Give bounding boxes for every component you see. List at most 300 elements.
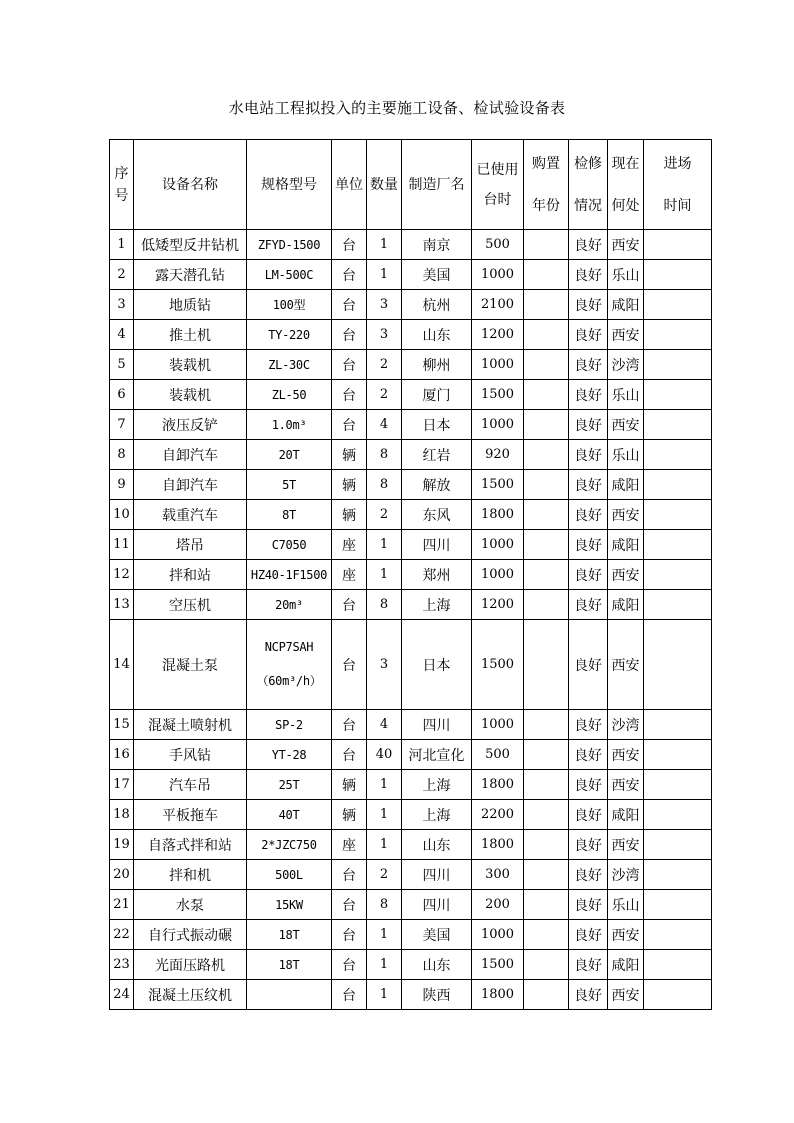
cell-unit: 辆 bbox=[332, 500, 367, 530]
cell-year bbox=[524, 440, 569, 470]
cell-seq: 7 bbox=[110, 410, 134, 440]
cell-maker: 四川 bbox=[402, 890, 472, 920]
cell-seq: 16 bbox=[110, 740, 134, 770]
cell-entry bbox=[644, 950, 712, 980]
cell-name: 装载机 bbox=[134, 380, 247, 410]
cell-repair: 良好 bbox=[569, 860, 608, 890]
cell-entry bbox=[644, 860, 712, 890]
cell-repair: 良好 bbox=[569, 980, 608, 1010]
cell-hours: 1500 bbox=[472, 380, 524, 410]
cell-location: 咸阳 bbox=[608, 470, 644, 500]
cell-year bbox=[524, 320, 569, 350]
cell-entry bbox=[644, 350, 712, 380]
cell-year bbox=[524, 710, 569, 740]
header-repair: 检修 情况 bbox=[569, 140, 608, 230]
cell-unit: 台 bbox=[332, 230, 367, 260]
cell-hours: 1200 bbox=[472, 590, 524, 620]
cell-repair: 良好 bbox=[569, 290, 608, 320]
table-row bbox=[110, 920, 712, 950]
cell-seq: 23 bbox=[110, 950, 134, 980]
cell-entry bbox=[644, 260, 712, 290]
cell-maker: 上海 bbox=[402, 770, 472, 800]
cell-repair: 良好 bbox=[569, 560, 608, 590]
cell-name: 水泵 bbox=[134, 890, 247, 920]
table-row bbox=[110, 410, 712, 440]
cell-location: 西安 bbox=[608, 410, 644, 440]
cell-qty: 1 bbox=[367, 560, 402, 590]
cell-repair: 良好 bbox=[569, 950, 608, 980]
cell-name: 混凝土压纹机 bbox=[134, 980, 247, 1010]
header-row bbox=[110, 140, 712, 230]
cell-unit: 辆 bbox=[332, 800, 367, 830]
cell-year bbox=[524, 860, 569, 890]
cell-qty: 2 bbox=[367, 500, 402, 530]
table-row bbox=[110, 860, 712, 890]
cell-maker: 厦门 bbox=[402, 380, 472, 410]
cell-entry bbox=[644, 500, 712, 530]
cell-repair: 良好 bbox=[569, 920, 608, 950]
cell-spec: 2*JZC750 bbox=[247, 830, 332, 860]
cell-spec: 40T bbox=[247, 800, 332, 830]
cell-hours: 1800 bbox=[472, 830, 524, 860]
cell-location: 西安 bbox=[608, 920, 644, 950]
cell-spec: 8T bbox=[247, 500, 332, 530]
cell-repair: 良好 bbox=[569, 800, 608, 830]
cell-repair: 良好 bbox=[569, 530, 608, 560]
cell-hours: 1000 bbox=[472, 920, 524, 950]
cell-qty: 8 bbox=[367, 470, 402, 500]
cell-entry bbox=[644, 380, 712, 410]
cell-year bbox=[524, 950, 569, 980]
cell-name: 空压机 bbox=[134, 590, 247, 620]
cell-qty: 8 bbox=[367, 890, 402, 920]
table-row bbox=[110, 530, 712, 560]
cell-qty: 3 bbox=[367, 620, 402, 710]
cell-maker: 柳州 bbox=[402, 350, 472, 380]
cell-maker: 陕西 bbox=[402, 980, 472, 1010]
cell-location: 咸阳 bbox=[608, 290, 644, 320]
cell-qty: 1 bbox=[367, 800, 402, 830]
cell-unit: 辆 bbox=[332, 440, 367, 470]
table-row bbox=[110, 380, 712, 410]
table-row bbox=[110, 350, 712, 380]
cell-spec: 1.0m³ bbox=[247, 410, 332, 440]
cell-maker: 郑州 bbox=[402, 560, 472, 590]
cell-qty: 1 bbox=[367, 530, 402, 560]
cell-qty: 1 bbox=[367, 260, 402, 290]
cell-hours: 2200 bbox=[472, 800, 524, 830]
cell-hours: 1000 bbox=[472, 560, 524, 590]
cell-maker: 山东 bbox=[402, 320, 472, 350]
cell-maker: 日本 bbox=[402, 410, 472, 440]
cell-name: 塔吊 bbox=[134, 530, 247, 560]
cell-maker: 山东 bbox=[402, 830, 472, 860]
cell-location: 咸阳 bbox=[608, 800, 644, 830]
cell-year bbox=[524, 410, 569, 440]
cell-year bbox=[524, 500, 569, 530]
cell-maker: 河北宣化 bbox=[402, 740, 472, 770]
cell-spec: ZFYD-1500 bbox=[247, 230, 332, 260]
cell-name: 载重汽车 bbox=[134, 500, 247, 530]
cell-name: 拌和机 bbox=[134, 860, 247, 890]
cell-entry bbox=[644, 320, 712, 350]
cell-spec: 20T bbox=[247, 440, 332, 470]
cell-year bbox=[524, 350, 569, 380]
cell-repair: 良好 bbox=[569, 230, 608, 260]
cell-maker: 上海 bbox=[402, 590, 472, 620]
cell-year bbox=[524, 530, 569, 560]
header-name: 设备名称 bbox=[134, 140, 247, 230]
table-row bbox=[110, 260, 712, 290]
cell-entry bbox=[644, 800, 712, 830]
cell-repair: 良好 bbox=[569, 770, 608, 800]
cell-name: 自落式拌和站 bbox=[134, 830, 247, 860]
header-maker: 制造厂名 bbox=[402, 140, 472, 230]
cell-maker: 红岩 bbox=[402, 440, 472, 470]
cell-location: 西安 bbox=[608, 560, 644, 590]
table-row bbox=[110, 950, 712, 980]
cell-hours: 1500 bbox=[472, 620, 524, 710]
cell-entry bbox=[644, 890, 712, 920]
cell-unit: 座 bbox=[332, 830, 367, 860]
cell-spec: 15KW bbox=[247, 890, 332, 920]
cell-location: 西安 bbox=[608, 770, 644, 800]
cell-entry bbox=[644, 770, 712, 800]
cell-unit: 台 bbox=[332, 290, 367, 320]
cell-repair: 良好 bbox=[569, 320, 608, 350]
cell-name: 平板拖车 bbox=[134, 800, 247, 830]
table-row bbox=[110, 230, 712, 260]
cell-spec: 500L bbox=[247, 860, 332, 890]
cell-location: 乐山 bbox=[608, 380, 644, 410]
cell-year bbox=[524, 620, 569, 710]
cell-qty: 8 bbox=[367, 590, 402, 620]
cell-repair: 良好 bbox=[569, 410, 608, 440]
cell-year bbox=[524, 260, 569, 290]
cell-qty: 1 bbox=[367, 920, 402, 950]
table-row bbox=[110, 710, 712, 740]
cell-location: 咸阳 bbox=[608, 530, 644, 560]
cell-unit: 台 bbox=[332, 410, 367, 440]
cell-repair: 良好 bbox=[569, 890, 608, 920]
cell-seq: 14 bbox=[110, 620, 134, 710]
cell-location: 西安 bbox=[608, 620, 644, 710]
cell-spec: 100型 bbox=[247, 290, 332, 320]
cell-hours: 500 bbox=[472, 740, 524, 770]
cell-repair: 良好 bbox=[569, 440, 608, 470]
cell-hours: 200 bbox=[472, 890, 524, 920]
cell-seq: 1 bbox=[110, 230, 134, 260]
cell-year bbox=[524, 980, 569, 1010]
header-year: 购置 年份 bbox=[524, 140, 569, 230]
cell-unit: 台 bbox=[332, 380, 367, 410]
cell-qty: 2 bbox=[367, 350, 402, 380]
cell-seq: 22 bbox=[110, 920, 134, 950]
cell-unit: 台 bbox=[332, 620, 367, 710]
cell-year bbox=[524, 560, 569, 590]
cell-location: 西安 bbox=[608, 740, 644, 770]
cell-location: 咸阳 bbox=[608, 590, 644, 620]
cell-entry bbox=[644, 440, 712, 470]
cell-entry bbox=[644, 590, 712, 620]
cell-unit: 台 bbox=[332, 260, 367, 290]
cell-seq: 18 bbox=[110, 800, 134, 830]
cell-name: 手风钻 bbox=[134, 740, 247, 770]
cell-seq: 12 bbox=[110, 560, 134, 590]
header-hours: 已使用 台时 bbox=[472, 140, 524, 230]
cell-qty: 40 bbox=[367, 740, 402, 770]
cell-maker: 美国 bbox=[402, 920, 472, 950]
cell-qty: 1 bbox=[367, 830, 402, 860]
cell-location: 西安 bbox=[608, 980, 644, 1010]
cell-entry bbox=[644, 410, 712, 440]
cell-unit: 台 bbox=[332, 740, 367, 770]
cell-entry bbox=[644, 830, 712, 860]
cell-qty: 2 bbox=[367, 860, 402, 890]
cell-seq: 2 bbox=[110, 260, 134, 290]
cell-hours: 300 bbox=[472, 860, 524, 890]
cell-name: 露天潜孔钻 bbox=[134, 260, 247, 290]
cell-hours: 2100 bbox=[472, 290, 524, 320]
equipment-table bbox=[109, 139, 712, 1010]
table-row bbox=[110, 830, 712, 860]
cell-repair: 良好 bbox=[569, 350, 608, 380]
cell-repair: 良好 bbox=[569, 260, 608, 290]
cell-unit: 台 bbox=[332, 710, 367, 740]
table-row bbox=[110, 440, 712, 470]
header-qty: 数量 bbox=[367, 140, 402, 230]
header-unit: 单位 bbox=[332, 140, 367, 230]
cell-qty: 4 bbox=[367, 410, 402, 440]
cell-spec: 5T bbox=[247, 470, 332, 500]
cell-seq: 10 bbox=[110, 500, 134, 530]
cell-year bbox=[524, 740, 569, 770]
cell-spec: 25T bbox=[247, 770, 332, 800]
table-row bbox=[110, 500, 712, 530]
cell-location: 西安 bbox=[608, 230, 644, 260]
cell-entry bbox=[644, 230, 712, 260]
cell-hours: 1200 bbox=[472, 320, 524, 350]
cell-name: 混凝土喷射机 bbox=[134, 710, 247, 740]
cell-year bbox=[524, 800, 569, 830]
cell-unit: 台 bbox=[332, 890, 367, 920]
cell-seq: 6 bbox=[110, 380, 134, 410]
cell-hours: 1500 bbox=[472, 950, 524, 980]
cell-unit: 台 bbox=[332, 350, 367, 380]
table-row bbox=[110, 620, 712, 710]
cell-year bbox=[524, 890, 569, 920]
cell-unit: 台 bbox=[332, 860, 367, 890]
cell-spec bbox=[247, 980, 332, 1010]
cell-entry bbox=[644, 530, 712, 560]
cell-location: 乐山 bbox=[608, 890, 644, 920]
cell-seq: 24 bbox=[110, 980, 134, 1010]
table-row bbox=[110, 290, 712, 320]
cell-maker: 解放 bbox=[402, 470, 472, 500]
cell-hours: 1800 bbox=[472, 770, 524, 800]
cell-spec: 20m³ bbox=[247, 590, 332, 620]
cell-year bbox=[524, 230, 569, 260]
table-row bbox=[110, 560, 712, 590]
cell-location: 沙湾 bbox=[608, 710, 644, 740]
cell-location: 乐山 bbox=[608, 260, 644, 290]
cell-unit: 座 bbox=[332, 560, 367, 590]
cell-entry bbox=[644, 980, 712, 1010]
cell-repair: 良好 bbox=[569, 590, 608, 620]
cell-unit: 台 bbox=[332, 320, 367, 350]
cell-unit: 台 bbox=[332, 980, 367, 1010]
cell-spec: TY-220 bbox=[247, 320, 332, 350]
cell-maker: 四川 bbox=[402, 530, 472, 560]
cell-repair: 良好 bbox=[569, 500, 608, 530]
cell-spec: NCP7SAH （60m³/h） bbox=[247, 620, 332, 710]
cell-spec: 18T bbox=[247, 920, 332, 950]
cell-year bbox=[524, 590, 569, 620]
cell-spec: 18T bbox=[247, 950, 332, 980]
cell-unit: 辆 bbox=[332, 770, 367, 800]
cell-spec: HZ40-1F1500 bbox=[247, 560, 332, 590]
cell-repair: 良好 bbox=[569, 470, 608, 500]
cell-hours: 500 bbox=[472, 230, 524, 260]
cell-qty: 1 bbox=[367, 950, 402, 980]
cell-hours: 920 bbox=[472, 440, 524, 470]
cell-qty: 1 bbox=[367, 230, 402, 260]
table-row bbox=[110, 770, 712, 800]
cell-qty: 2 bbox=[367, 380, 402, 410]
cell-seq: 11 bbox=[110, 530, 134, 560]
cell-maker: 杭州 bbox=[402, 290, 472, 320]
cell-unit: 台 bbox=[332, 950, 367, 980]
cell-seq: 15 bbox=[110, 710, 134, 740]
cell-qty: 3 bbox=[367, 320, 402, 350]
cell-qty: 3 bbox=[367, 290, 402, 320]
cell-seq: 5 bbox=[110, 350, 134, 380]
cell-location: 咸阳 bbox=[608, 950, 644, 980]
cell-qty: 4 bbox=[367, 710, 402, 740]
cell-seq: 17 bbox=[110, 770, 134, 800]
cell-entry bbox=[644, 920, 712, 950]
cell-year bbox=[524, 830, 569, 860]
table-row bbox=[110, 470, 712, 500]
cell-location: 沙湾 bbox=[608, 350, 644, 380]
cell-name: 光面压路机 bbox=[134, 950, 247, 980]
cell-entry bbox=[644, 290, 712, 320]
cell-name: 拌和站 bbox=[134, 560, 247, 590]
header-entry: 进场 时间 bbox=[644, 140, 712, 230]
cell-hours: 1500 bbox=[472, 470, 524, 500]
cell-spec: LM-500C bbox=[247, 260, 332, 290]
cell-spec: YT-28 bbox=[247, 740, 332, 770]
cell-seq: 13 bbox=[110, 590, 134, 620]
cell-entry bbox=[644, 560, 712, 590]
cell-seq: 20 bbox=[110, 860, 134, 890]
cell-qty: 1 bbox=[367, 770, 402, 800]
cell-spec: C7050 bbox=[247, 530, 332, 560]
cell-maker: 上海 bbox=[402, 800, 472, 830]
cell-name: 混凝土泵 bbox=[134, 620, 247, 710]
cell-maker: 美国 bbox=[402, 260, 472, 290]
cell-location: 沙湾 bbox=[608, 860, 644, 890]
cell-entry bbox=[644, 470, 712, 500]
cell-name: 汽车吊 bbox=[134, 770, 247, 800]
cell-repair: 良好 bbox=[569, 380, 608, 410]
cell-location: 西安 bbox=[608, 830, 644, 860]
cell-name: 液压反铲 bbox=[134, 410, 247, 440]
cell-year bbox=[524, 380, 569, 410]
cell-unit: 台 bbox=[332, 920, 367, 950]
cell-entry bbox=[644, 710, 712, 740]
cell-name: 自卸汽车 bbox=[134, 470, 247, 500]
cell-name: 装载机 bbox=[134, 350, 247, 380]
cell-seq: 19 bbox=[110, 830, 134, 860]
cell-seq: 8 bbox=[110, 440, 134, 470]
cell-repair: 良好 bbox=[569, 620, 608, 710]
document-title: 水电站工程拟投入的主要施工设备、检试验设备表 bbox=[228, 99, 566, 117]
cell-seq: 21 bbox=[110, 890, 134, 920]
cell-unit: 台 bbox=[332, 590, 367, 620]
cell-name: 地质钻 bbox=[134, 290, 247, 320]
cell-seq: 3 bbox=[110, 290, 134, 320]
cell-hours: 1000 bbox=[472, 410, 524, 440]
table-row bbox=[110, 740, 712, 770]
cell-repair: 良好 bbox=[569, 830, 608, 860]
cell-maker: 山东 bbox=[402, 950, 472, 980]
table-row bbox=[110, 890, 712, 920]
cell-hours: 1000 bbox=[472, 350, 524, 380]
cell-maker: 四川 bbox=[402, 860, 472, 890]
cell-name: 低矮型反井钻机 bbox=[134, 230, 247, 260]
cell-repair: 良好 bbox=[569, 740, 608, 770]
cell-maker: 四川 bbox=[402, 710, 472, 740]
cell-location: 西安 bbox=[608, 500, 644, 530]
cell-year bbox=[524, 470, 569, 500]
cell-year bbox=[524, 770, 569, 800]
cell-year bbox=[524, 290, 569, 320]
cell-name: 自卸汽车 bbox=[134, 440, 247, 470]
cell-spec: ZL-50 bbox=[247, 380, 332, 410]
cell-entry bbox=[644, 740, 712, 770]
cell-hours: 1000 bbox=[472, 530, 524, 560]
cell-qty: 1 bbox=[367, 980, 402, 1010]
header-spec: 规格型号 bbox=[247, 140, 332, 230]
cell-qty: 8 bbox=[367, 440, 402, 470]
cell-hours: 1000 bbox=[472, 710, 524, 740]
header-seq: 序 号 bbox=[110, 140, 134, 230]
cell-unit: 座 bbox=[332, 530, 367, 560]
cell-year bbox=[524, 920, 569, 950]
cell-maker: 东风 bbox=[402, 500, 472, 530]
cell-entry bbox=[644, 620, 712, 710]
cell-spec: SP-2 bbox=[247, 710, 332, 740]
cell-spec: ZL-30C bbox=[247, 350, 332, 380]
cell-location: 乐山 bbox=[608, 440, 644, 470]
cell-hours: 1800 bbox=[472, 980, 524, 1010]
cell-seq: 9 bbox=[110, 470, 134, 500]
cell-hours: 1800 bbox=[472, 500, 524, 530]
cell-maker: 南京 bbox=[402, 230, 472, 260]
cell-maker: 日本 bbox=[402, 620, 472, 710]
table-body bbox=[110, 230, 712, 1010]
table-row bbox=[110, 800, 712, 830]
table-row bbox=[110, 590, 712, 620]
header-location: 现在 何处 bbox=[608, 140, 644, 230]
cell-hours: 1000 bbox=[472, 260, 524, 290]
cell-name: 自行式振动碾 bbox=[134, 920, 247, 950]
table-row bbox=[110, 320, 712, 350]
cell-repair: 良好 bbox=[569, 710, 608, 740]
cell-name: 推土机 bbox=[134, 320, 247, 350]
cell-seq: 4 bbox=[110, 320, 134, 350]
